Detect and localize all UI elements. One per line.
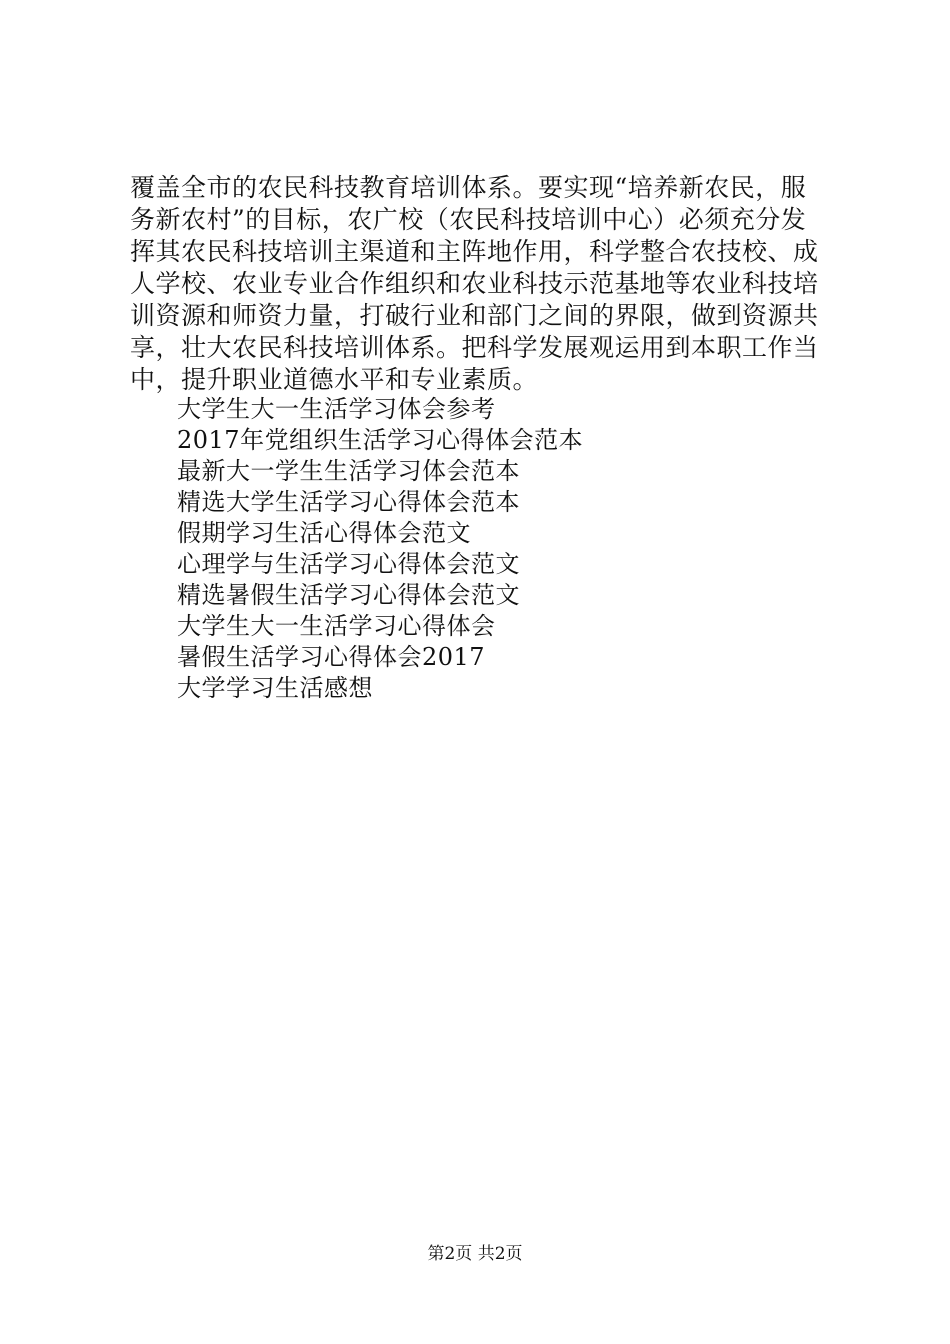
paragraph-line: 享，壮大农民科技培训体系。把科学发展观运用到本职工作当	[130, 333, 819, 362]
paragraph-line: 务新农村”的目标，农广校（农民科技培训中心）必须充分发	[130, 205, 807, 234]
related-article-item[interactable]: 2017年党组织生活学习心得体会范本	[177, 426, 584, 454]
page-number-footer: 第2页 共2页	[427, 1244, 523, 1264]
related-article-item[interactable]: 暑假生活学习心得体会2017	[177, 643, 486, 671]
related-article-item[interactable]: 精选大学生活学习心得体会范本	[177, 488, 520, 516]
paragraph-line: 覆盖全市的农民科技教育培训体系。要实现“培养新农民，服	[130, 173, 807, 202]
related-article-item[interactable]: 大学生大一生活学习心得体会	[177, 612, 496, 640]
paragraph-line: 训资源和师资力量，打破行业和部门之间的界限，做到资源共	[130, 301, 819, 330]
related-articles-list	[177, 394, 817, 704]
paragraph-line: 中，提升职业道德水平和专业素质。	[130, 365, 539, 394]
related-article-item[interactable]: 大学学习生活感想	[177, 674, 373, 702]
related-article-item[interactable]: 最新大一学生生活学习体会范本	[177, 457, 520, 485]
paragraph-line: 人学校、农业专业合作组织和农业科技示范基地等农业科技培	[130, 269, 819, 298]
related-article-item[interactable]: 假期学习生活心得体会范文	[177, 519, 471, 547]
paragraph-line: 挥其农民科技培训主渠道和主阵地作用，科学整合农技校、成	[130, 237, 819, 266]
related-article-item[interactable]: 精选暑假生活学习心得体会范文	[177, 581, 520, 609]
related-article-item[interactable]: 心理学与生活学习心得体会范文	[177, 550, 520, 578]
related-article-item[interactable]: 大学生大一生活学习体会参考	[177, 395, 496, 423]
body-paragraph	[130, 172, 830, 396]
